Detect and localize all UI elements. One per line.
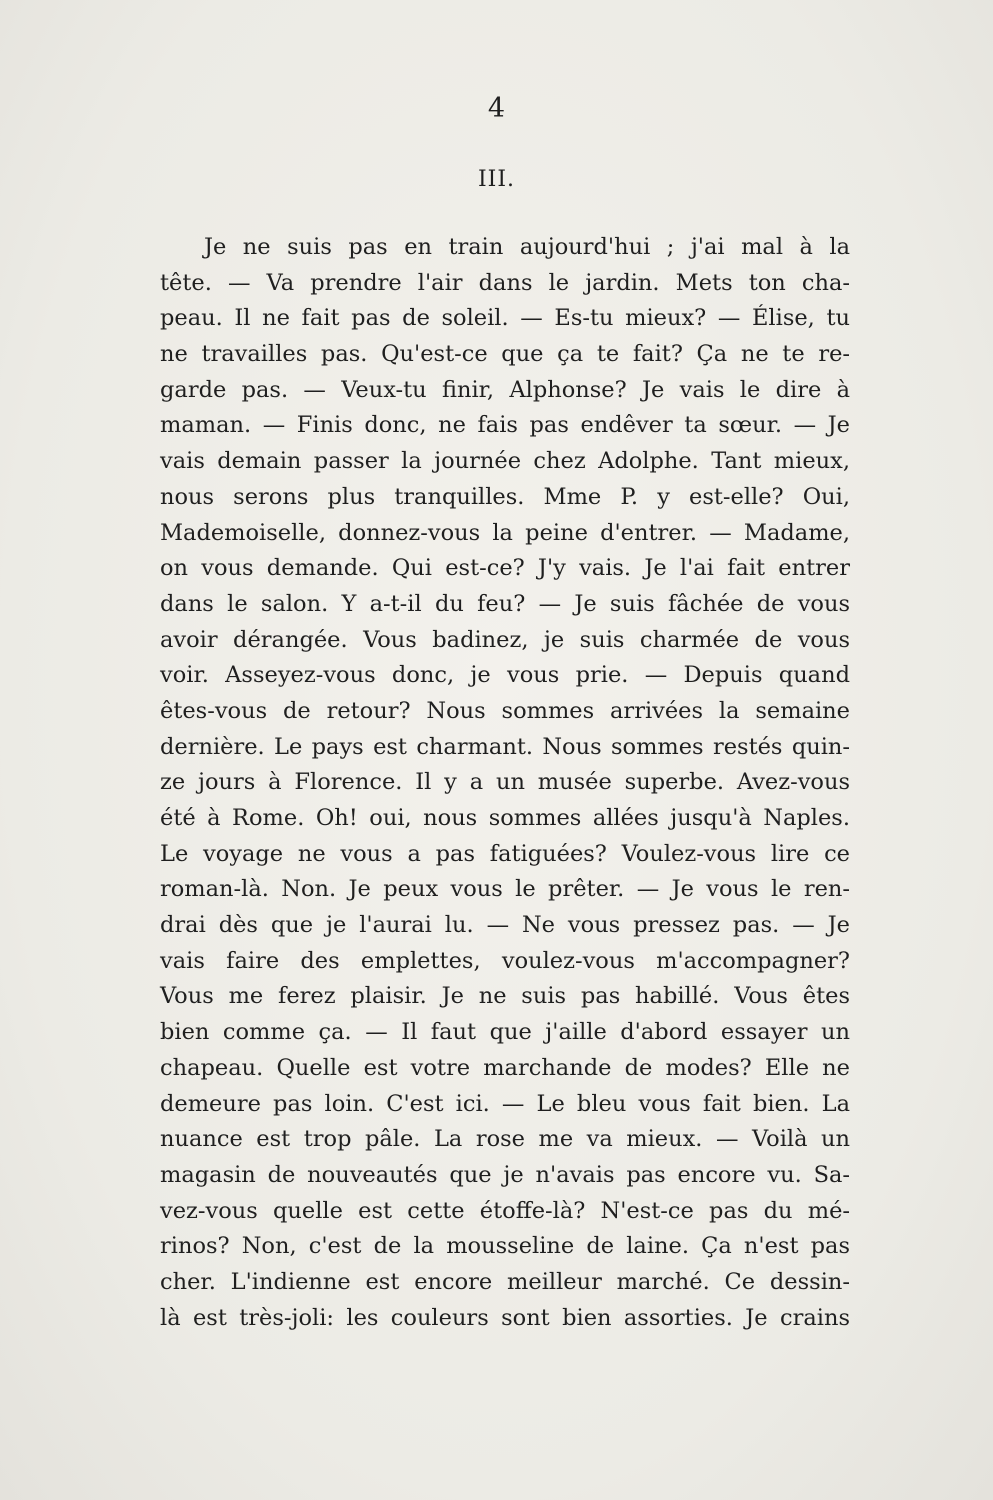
text-line: avoir dérangée. Vous badinez, je suis charmée de vous bbox=[160, 626, 850, 653]
text-line: magasin de nouveautés que je n'avais pas encore vu. Sa- bbox=[160, 1161, 850, 1188]
text-line: êtes-vous de retour? Nous sommes arrivées la semaine bbox=[160, 697, 850, 724]
text-line: vais faire des emplettes, voulez-vous m'accompagner? bbox=[160, 947, 850, 974]
text-line: peau. Il ne fait pas de soleil. — Es-tu mieux? — Élise, tu bbox=[160, 305, 850, 332]
text-line: Je ne suis pas en train aujourd'hui ; j'ai mal à la bbox=[204, 234, 850, 260]
section-heading: III. bbox=[477, 167, 516, 192]
text-line: été à Rome. Oh! oui, nous sommes allées jusqu'à Naples. bbox=[160, 805, 850, 831]
body-text bbox=[160, 230, 850, 1336]
text-line: Le voyage ne vous a pas fatiguées? Voulez-vous lire ce bbox=[160, 840, 850, 867]
text-line: nuance est trop pâle. La rose me va mieux. — Voilà un bbox=[160, 1126, 850, 1153]
text-line: roman-là. Non. Je peux vous le prêter. — Je vous le ren- bbox=[160, 876, 850, 903]
text-line: maman. — Finis donc, ne fais pas endêver ta sœur. — Je bbox=[160, 412, 850, 439]
text-line: rinos? Non, c'est de la mousseline de laine. Ça n'est pas bbox=[160, 1233, 850, 1260]
text-line: ne travailles pas. Qu'est-ce que ça te fait? Ça ne te re- bbox=[160, 341, 850, 368]
text-line: on vous demande. Qui est-ce? J'y vais. Je l'ai fait entrer bbox=[160, 555, 850, 582]
text-line: dans le salon. Y a-t-il du feu? — Je suis fâchée de vous bbox=[160, 590, 850, 617]
text-line: ze jours à Florence. Il y a un musée superbe. Avez-vous bbox=[160, 769, 850, 796]
text-line: vez-vous quelle est cette étoffe-là? N'est-ce pas du mé- bbox=[160, 1197, 850, 1224]
page-number: 4 bbox=[487, 93, 506, 124]
text-line: garde pas. — Veux-tu finir, Alphonse? Je vais le dire à bbox=[160, 376, 850, 403]
text-line: nous serons plus tranquilles. Mme P. y est-elle? Oui, bbox=[160, 483, 850, 510]
text-line: vais demain passer la journée chez Adolphe. Tant mieux, bbox=[160, 448, 850, 475]
text-line: là est très-joli: les couleurs sont bien assorties. Je crains bbox=[160, 1304, 850, 1331]
text-line: cher. L'indienne est encore meilleur marché. Ce dessin- bbox=[160, 1268, 850, 1295]
text-line: tête. — Va prendre l'air dans le jardin. Mets ton cha- bbox=[160, 269, 850, 296]
text-line: Mademoiselle, donnez-vous la peine d'entrer. — Madame, bbox=[160, 519, 850, 546]
text-line: bien comme ça. — Il faut que j'aille d'abord essayer un bbox=[160, 1019, 850, 1046]
text-line: drai dès que je l'aurai lu. — Ne vous pressez pas. — Je bbox=[160, 912, 850, 939]
text-line: chapeau. Quelle est votre marchande de modes? Elle ne bbox=[160, 1054, 850, 1081]
text-line: Vous me ferez plaisir. Je ne suis pas habillé. Vous êtes bbox=[160, 983, 850, 1010]
text-line: dernière. Le pays est charmant. Nous sommes restés quin- bbox=[160, 733, 850, 760]
text-line: voir. Asseyez-vous donc, je vous prie. — Depuis quand bbox=[160, 662, 850, 689]
text-line: demeure pas loin. C'est ici. — Le bleu vous fait bien. La bbox=[160, 1090, 850, 1117]
